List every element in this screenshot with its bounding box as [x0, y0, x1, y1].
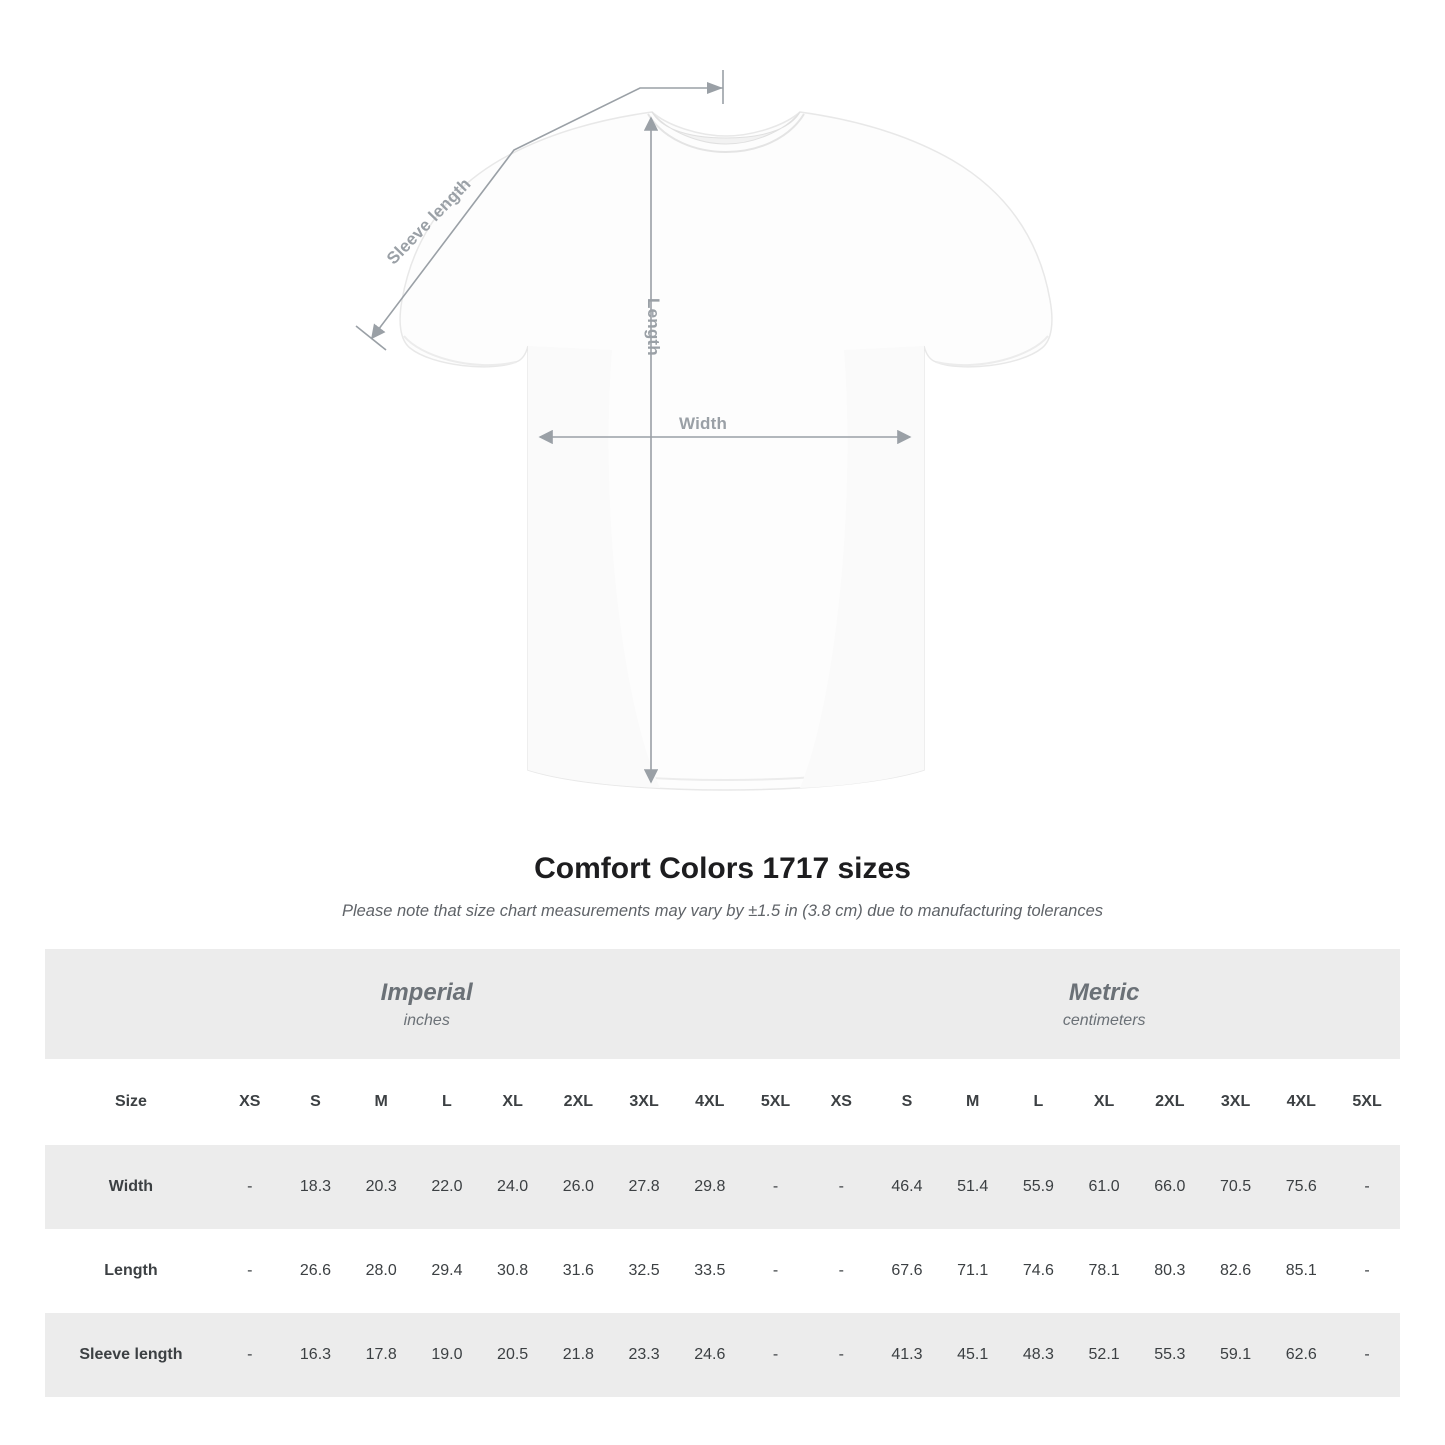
row-label: Width	[45, 1145, 217, 1229]
width-label: Width	[679, 414, 728, 433]
cell: 30.8	[480, 1229, 546, 1313]
cell: 28.0	[348, 1229, 414, 1313]
header-size-label: Size	[45, 1059, 217, 1145]
header-size: 2XL	[1137, 1059, 1203, 1145]
header-size: M	[940, 1059, 1006, 1145]
cell: 20.5	[480, 1313, 546, 1397]
cell: -	[808, 1313, 874, 1397]
cell: 61.0	[1071, 1145, 1137, 1229]
metric-unit-cell	[808, 949, 1400, 1059]
header-size: 2XL	[545, 1059, 611, 1145]
cell: 17.8	[348, 1313, 414, 1397]
header-size: 5XL	[743, 1059, 809, 1145]
cell: -	[808, 1145, 874, 1229]
header-size: XS	[217, 1059, 283, 1145]
cell: 71.1	[940, 1229, 1006, 1313]
cell: 20.3	[348, 1145, 414, 1229]
header-size: L	[1006, 1059, 1072, 1145]
header-size: 4XL	[677, 1059, 743, 1145]
table-row	[45, 1229, 1400, 1313]
cell: 67.6	[874, 1229, 940, 1313]
length-label: Length	[644, 298, 663, 356]
header-size: 3XL	[1203, 1059, 1269, 1145]
imperial-unit-cell	[45, 949, 808, 1059]
cell: 22.0	[414, 1145, 480, 1229]
imperial-unit-sub: inches	[403, 1012, 450, 1029]
cell: -	[217, 1145, 283, 1229]
table-row	[45, 1313, 1400, 1397]
cell: 21.8	[545, 1313, 611, 1397]
header-size: 4XL	[1268, 1059, 1334, 1145]
cell: 26.6	[283, 1229, 349, 1313]
cell: 26.0	[545, 1145, 611, 1229]
cell: 24.0	[480, 1145, 546, 1229]
row-label: Sleeve length	[45, 1313, 217, 1397]
cell: -	[1334, 1145, 1400, 1229]
cell: -	[1334, 1313, 1400, 1397]
cell: 29.8	[677, 1145, 743, 1229]
cell: 55.9	[1006, 1145, 1072, 1229]
cell: 55.3	[1137, 1313, 1203, 1397]
header-size: M	[348, 1059, 414, 1145]
cell: 33.5	[677, 1229, 743, 1313]
header-size: 3XL	[611, 1059, 677, 1145]
cell: -	[743, 1229, 809, 1313]
cell: 74.6	[1006, 1229, 1072, 1313]
header-size: 5XL	[1334, 1059, 1400, 1145]
page-subtitle: Please note that size chart measurements may vary by ±1.5 in (3.8 cm) due to manufacturing tolerances	[341, 902, 1104, 920]
cell: 46.4	[874, 1145, 940, 1229]
page-title: Comfort Colors 1717 sizes	[534, 852, 911, 885]
cell: 75.6	[1268, 1145, 1334, 1229]
cell: -	[743, 1313, 809, 1397]
unit-header-row	[45, 949, 1400, 1059]
header-size: XS	[808, 1059, 874, 1145]
cell: 62.6	[1268, 1313, 1334, 1397]
cell: -	[743, 1145, 809, 1229]
cell: -	[217, 1313, 283, 1397]
cell: 45.1	[940, 1313, 1006, 1397]
size-table	[45, 949, 1400, 1397]
row-label: Length	[45, 1229, 217, 1313]
cell: 31.6	[545, 1229, 611, 1313]
cell: 23.3	[611, 1313, 677, 1397]
cell: 24.6	[677, 1313, 743, 1397]
header-size: S	[874, 1059, 940, 1145]
table-row	[45, 1145, 1400, 1229]
size-table-container	[45, 949, 1400, 1397]
header-size: XL	[1071, 1059, 1137, 1145]
cell: 70.5	[1203, 1145, 1269, 1229]
cell: 16.3	[283, 1313, 349, 1397]
cell: -	[217, 1229, 283, 1313]
cell: -	[1334, 1229, 1400, 1313]
metric-unit-sub: centimeters	[1062, 1012, 1146, 1029]
cell: 27.8	[611, 1145, 677, 1229]
cell: 52.1	[1071, 1313, 1137, 1397]
imperial-unit-name: Imperial	[380, 979, 473, 1006]
shirt-body	[400, 112, 1052, 790]
cell: 41.3	[874, 1313, 940, 1397]
cell: 18.3	[283, 1145, 349, 1229]
header-size: XL	[480, 1059, 546, 1145]
header-size: S	[283, 1059, 349, 1145]
cell: 51.4	[940, 1145, 1006, 1229]
cell: 19.0	[414, 1313, 480, 1397]
cell: 82.6	[1203, 1229, 1269, 1313]
cell: 48.3	[1006, 1313, 1072, 1397]
cell: 85.1	[1268, 1229, 1334, 1313]
cell: 32.5	[611, 1229, 677, 1313]
cell: 78.1	[1071, 1229, 1137, 1313]
cell: 29.4	[414, 1229, 480, 1313]
cell: -	[808, 1229, 874, 1313]
cell: 80.3	[1137, 1229, 1203, 1313]
header-size: L	[414, 1059, 480, 1145]
sleeve-length-label: Sleeve length	[383, 174, 475, 269]
cell: 59.1	[1203, 1313, 1269, 1397]
size-header-row	[45, 1059, 1400, 1145]
cell: 66.0	[1137, 1145, 1203, 1229]
metric-unit-name: Metric	[1068, 979, 1140, 1006]
